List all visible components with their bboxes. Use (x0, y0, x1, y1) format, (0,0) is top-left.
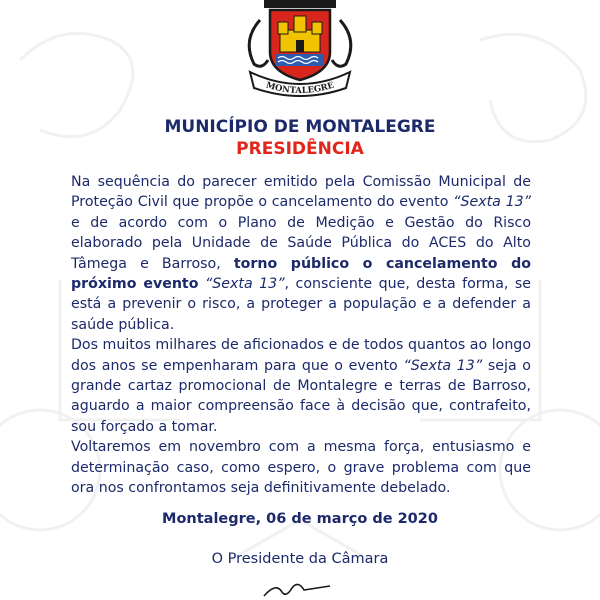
text-span: Na sequência do parecer emitido pela Comissão Municipal de Proteção Civil que propõe o cancelamento do evento (71, 174, 531, 211)
crown-icon (264, 0, 336, 8)
waves-icon (276, 54, 324, 66)
signature-icon (258, 576, 338, 600)
castle-gate-icon (296, 40, 304, 52)
document-heading (0, 116, 600, 160)
text-span: Dos muitos milhares de aficionados e de todos quantos ao longo dos anos se empenharam para que o evento (71, 337, 531, 374)
signature-title: O Presidente da Câmara (211, 551, 389, 567)
text-span: seja o grande cartaz promocional de Montalegre e terras de Barroso, aguardo a maior compreensão face à decisão que, contrafeito, sou forçado a tomar. (71, 357, 531, 435)
crest-banner-text: MONTALEGRE (264, 80, 336, 97)
letter-body (71, 172, 531, 499)
announcement-bold: torno público o cancelamento do próximo evento (71, 255, 531, 293)
text-span: , consciente que, desta forma, se está a prevenir o risco, a proteger a população e a defender a saúde pública. (71, 276, 532, 333)
page-title: MUNICÍPIO DE MONTALEGRE (164, 117, 436, 137)
paragraph-3: Voltaremos em novembro com a mesma força, entusiasmo e determinação caso, como espero, o grave problema com que ora nos confrontamos seja definitivamente debelado. (71, 439, 531, 497)
date-line: Montalegre, 06 de março de 2020 (162, 511, 438, 527)
text-span: e de acordo com o Plano de Medição e Gestão do Risco elaborado pela Unidade de Saúde Pública do ACES do Alto Tâmega e Barroso, (71, 214, 531, 272)
event-name: “Sexta 13” (204, 276, 285, 293)
right-ornament-icon (332, 20, 351, 66)
municipal-crest-icon (228, 0, 372, 98)
left-ornament-icon (249, 20, 268, 66)
paragraph-2 (71, 335, 531, 437)
paragraph-1 (71, 172, 531, 335)
page-subtitle: PRESIDÊNCIA (236, 139, 364, 159)
event-name: “Sexta 13” (453, 194, 531, 211)
event-name: “Sexta 13” (403, 357, 483, 374)
